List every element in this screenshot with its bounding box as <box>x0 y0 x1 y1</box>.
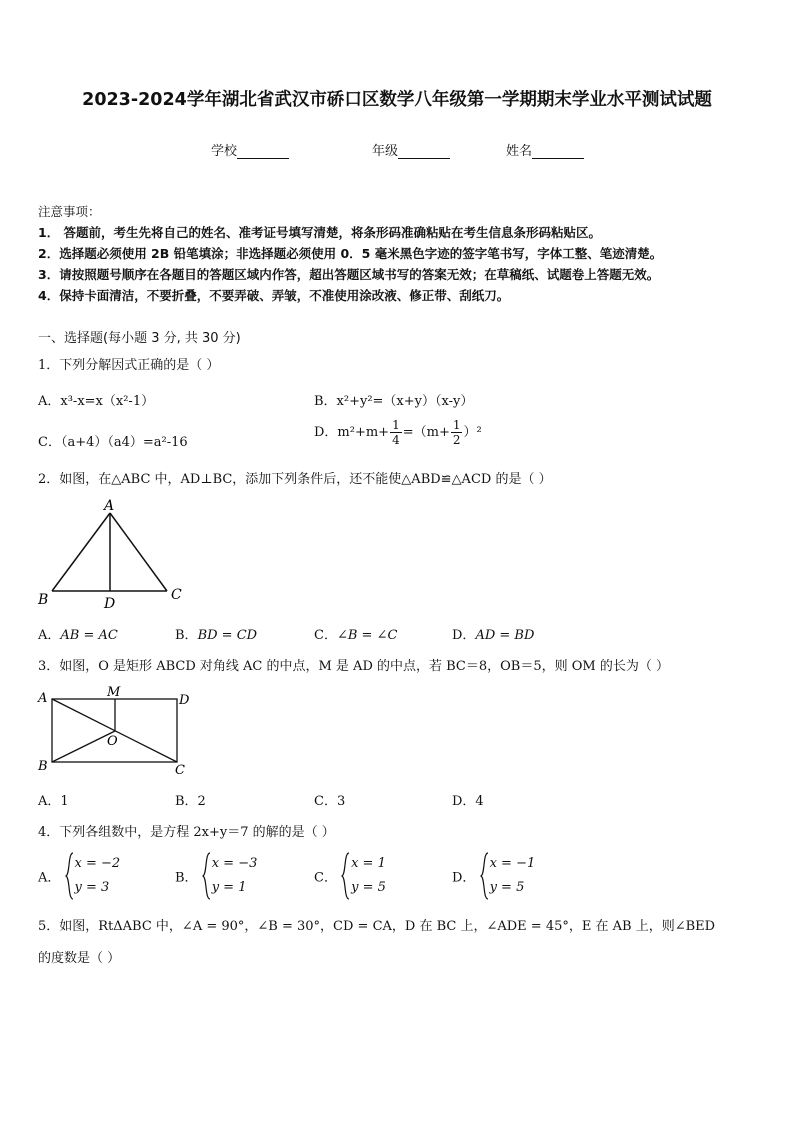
q2-option-d[interactable] <box>452 624 534 643</box>
label-c: C <box>171 587 182 603</box>
grade-blank[interactable] <box>398 145 450 159</box>
note-item: 2．选择题必须使用 2B 铅笔填涂；非选择题必须使用 0．5 毫米黑色字迹的签字笔书写，字体工整、笔迹清楚。 <box>38 246 663 261</box>
q4-option-d[interactable] <box>452 852 535 900</box>
q1-option-a[interactable]: A．x³-x=x（x²-1） <box>38 394 155 409</box>
school-field[interactable] <box>211 140 289 159</box>
equation-line: y = 3 <box>74 880 110 895</box>
option-letter: C． <box>314 628 337 643</box>
equation-line: x = −2 <box>74 856 121 871</box>
fraction <box>390 418 402 447</box>
grade-field[interactable] <box>372 140 450 159</box>
option-letter: D． <box>452 870 476 886</box>
fraction-numerator: 1 <box>392 418 400 432</box>
notes-heading: 注意事项： <box>38 204 101 219</box>
q1-option-b[interactable]: B．x²+y²=（x+y）（x-y） <box>314 394 474 409</box>
question-1-stem: 1．下列分解因式正确的是（ ） <box>38 358 220 373</box>
q1-d-suffix: ）² <box>463 425 482 440</box>
label-d: D <box>179 693 190 708</box>
q4-option-a[interactable] <box>38 852 120 900</box>
fraction <box>451 418 463 447</box>
rectangle-abcd-figure <box>34 684 194 778</box>
note-item: 3．请按照题号顺序在各题目的答题区域内作答，超出答题区域书写的答案无效；在草稿纸、试题卷上答题无效。 <box>38 267 660 282</box>
option-expr: ∠B = ∠C <box>336 628 398 643</box>
q2-option-b[interactable] <box>175 624 257 643</box>
equation-system <box>341 852 386 900</box>
question-3-stem: 3．如图，O 是矩形 ABCD 对角线 AC 的中点，M 是 AD 的中点，若 BC＝8，OB＝5，则 OM 的长为（ ） <box>38 659 669 674</box>
label-m: M <box>107 685 121 700</box>
q1-option-d[interactable] <box>314 418 482 447</box>
question-5-stem-cont: 的度数是（ ） <box>38 951 121 966</box>
equation-system <box>65 852 121 900</box>
q1-d-mid: =（m+ <box>402 425 450 440</box>
school-blank[interactable] <box>237 145 289 159</box>
q1-d-prefix: D．m²+m+ <box>314 425 390 440</box>
brace-icon <box>202 852 211 900</box>
question-2-stem: 2．如图，在△ABC 中，AD⊥BC，添加下列条件后，还不能使△ABD≌△ACD 的是（ ） <box>38 472 552 487</box>
equation-line: y = 1 <box>211 880 247 895</box>
equation-line: y = 5 <box>351 880 386 895</box>
triangle-abc-figure <box>34 496 194 614</box>
option-letter: C． <box>314 870 337 886</box>
name-blank[interactable] <box>532 145 584 159</box>
q1-option-c[interactable]: C．（a+4）（a4）=a²-16 <box>38 435 188 450</box>
fraction-numerator: 1 <box>452 418 461 432</box>
equation-line: y = 5 <box>489 880 525 895</box>
fraction-denominator: 2 <box>452 433 461 447</box>
segment-ac <box>110 513 167 591</box>
grade-label: 年级 <box>372 144 399 159</box>
option-expr: BD = CD <box>197 628 258 643</box>
segment-ab <box>52 513 110 591</box>
equation-line: x = −3 <box>211 856 258 871</box>
label-b: B <box>38 592 49 608</box>
question-4-stem: 4．下列各组数中，是方程 2x+y＝7 的解的是（ ） <box>38 825 335 840</box>
q2-option-c[interactable] <box>314 624 397 643</box>
option-letter: B． <box>175 628 198 643</box>
section-heading: 一、选择题(每小题 3 分, 共 30 分) <box>38 331 241 346</box>
note-item: 1． 答题前，考生先将自己的姓名、准考证号填写清楚，将条形码准确粘贴在考生信息条形码粘贴区。 <box>38 225 602 240</box>
name-label: 姓名 <box>506 144 533 159</box>
option-expr: AD = BD <box>475 628 535 643</box>
q3-option-d[interactable]: D．4 <box>452 794 484 809</box>
question-5-stem: 5．如图，RtΔABC 中，∠A = 90°，∠B = 30°，CD = CA，D 在 BC 上，∠ADE = 45°，E 在 AB 上，则∠BED <box>38 919 716 934</box>
brace-icon <box>341 852 350 900</box>
equation-system <box>202 852 258 900</box>
option-letter: B． <box>175 870 198 886</box>
label-a: A <box>38 691 48 706</box>
name-field[interactable] <box>506 140 584 159</box>
label-a: A <box>104 498 115 514</box>
equation-line: x = −1 <box>489 856 536 871</box>
option-letter: A． <box>38 628 61 643</box>
brace-icon <box>480 852 489 900</box>
label-d: D <box>104 596 116 612</box>
option-letter: D． <box>452 628 476 643</box>
page-title: 2023-2024学年湖北省武汉市硚口区数学八年级第一学期期末学业水平测试试题 <box>82 90 712 110</box>
note-item: 4．保持卡面清洁，不要折叠，不要弄破、弄皱，不准使用涂改液、修正带、刮纸刀。 <box>38 288 510 303</box>
label-o: O <box>107 734 118 749</box>
q3-option-b[interactable]: B．2 <box>175 794 206 809</box>
q2-option-a[interactable] <box>38 624 118 643</box>
option-letter: A． <box>38 870 61 886</box>
label-b: B <box>38 759 48 774</box>
label-c: C <box>175 763 185 778</box>
brace-icon <box>65 852 74 900</box>
q3-option-c[interactable]: C．3 <box>314 794 346 809</box>
equation-system <box>480 852 536 900</box>
segment-bo <box>52 731 115 762</box>
q4-option-c[interactable] <box>314 852 386 900</box>
equation-line: x = 1 <box>351 856 386 871</box>
q4-option-b[interactable] <box>175 852 257 900</box>
q3-option-a[interactable]: A．1 <box>38 794 69 809</box>
school-label: 学校 <box>211 144 238 159</box>
fraction-denominator: 4 <box>392 433 400 447</box>
option-expr: AB = AC <box>60 628 118 643</box>
